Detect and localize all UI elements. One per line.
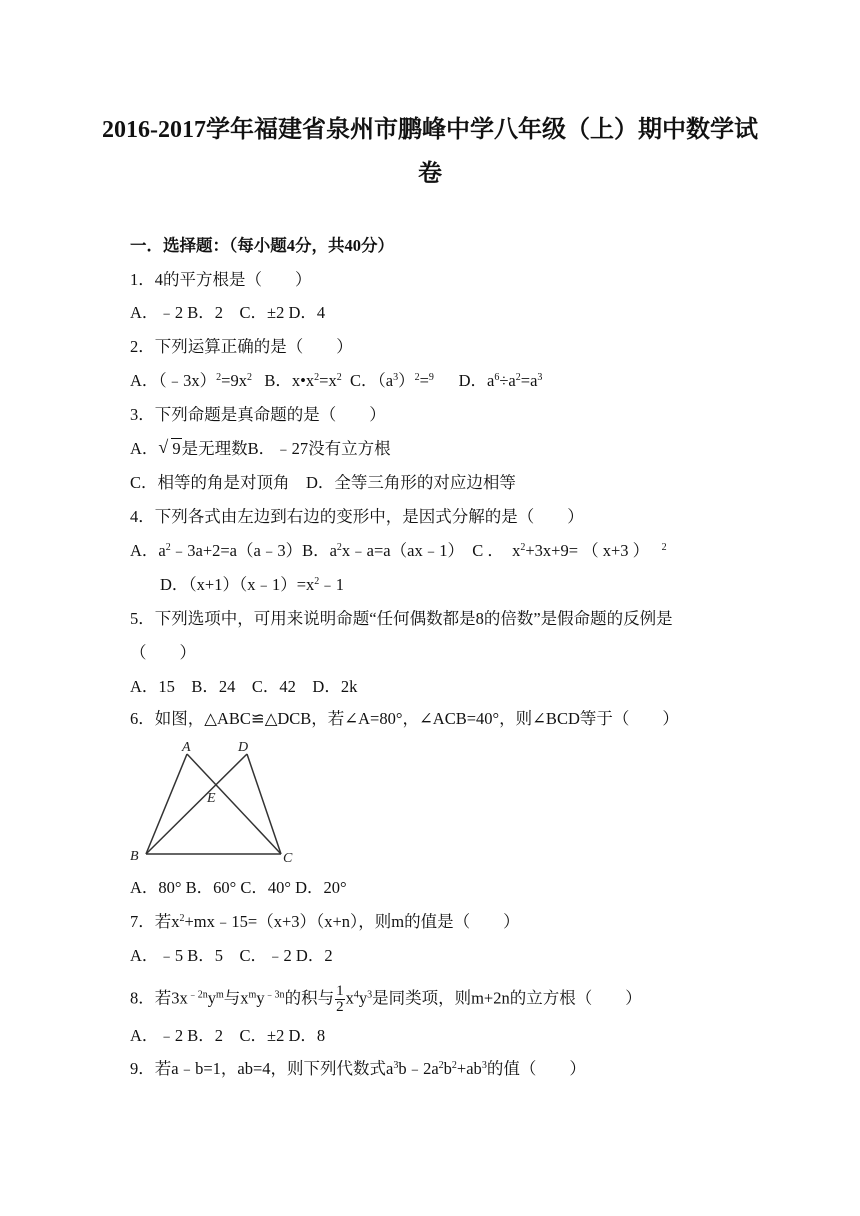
q2-stem: 2．下列运算正确的是（ ） bbox=[130, 337, 353, 356]
q2-option-b: B．$x•x^2=x^2$ bbox=[264, 371, 342, 390]
label-c: C bbox=[283, 851, 293, 866]
q3-stem: 3．下列命题是真命题的是（ ） bbox=[130, 405, 386, 424]
q2-options bbox=[130, 371, 542, 391]
q7-stem: 7．若$x^2+mx﹣15=(x+3)(x+n)$，则m的值是（ ） bbox=[130, 912, 520, 931]
q3-options-line2: C．相等的角是对顶角 D．全等三角形的对应边相等 bbox=[130, 473, 516, 492]
fraction-one-half: $\frac{1}{2}$ bbox=[336, 983, 344, 1015]
segment-dc bbox=[247, 754, 281, 854]
triangle-figure bbox=[126, 738, 306, 866]
page-title-line2: 卷 bbox=[418, 161, 442, 187]
sqrt-symbol: √ 9 bbox=[158, 439, 181, 459]
q4-options-line1: A．$a^2﹣3a+2=a(a﹣3)B$．$a^2x﹣a=a(ax﹣1)$ C ． $x^2+3x+9=$ （ x+3 ） $^2$ bbox=[130, 541, 667, 560]
page-title-line1: 2016-2017学年福建省泉州市鹏峰中学八年级（上）期中数学试 bbox=[102, 117, 758, 143]
segment-bd bbox=[146, 754, 247, 854]
q4-stem: 4．下列各式由左边到右边的变形中，是因式分解的是（ ） bbox=[130, 507, 584, 526]
q8-stem: 8．若$3x^{﹣2n}y^m$与$x^my^{﹣3n}$的积与 $\frac{1}{2}$ $x^4y^3$是同类项，则m+2n的立方根（ ） bbox=[130, 983, 642, 1015]
q7-options: A．﹣5 B．5 C．﹣2 D．2 bbox=[130, 946, 333, 965]
q1-stem: 1．4的平方根是（ ） bbox=[130, 270, 312, 289]
q6-options: A．80° B．60° C．40° D．20° bbox=[130, 878, 347, 897]
q8-options: A．﹣2 B．2 C．±2 D．8 bbox=[130, 1026, 326, 1045]
label-e: E bbox=[207, 791, 216, 806]
segment-ba bbox=[146, 754, 187, 854]
q4-options-line2: D．$(x+1)(x﹣1)=x^2﹣1$ bbox=[160, 575, 345, 594]
section-heading: 一．选择题：（每小题4分，共40分） bbox=[130, 236, 394, 255]
q5-options: A．15 B．24 C．42 D．2k bbox=[130, 677, 358, 696]
q6-stem: 6．如图，△ABC≌△DCB，若∠A=80°，∠ACB=40°，则∠BCD等于（ ） bbox=[130, 709, 679, 728]
q5-stem: 5．下列选项中，可用来说明命题“任何偶数都是8的倍数”是假命题的反例是 bbox=[130, 609, 673, 628]
label-a: A bbox=[182, 740, 191, 755]
q3-options-line1: A．√ 9是无理数B．﹣27没有立方根 bbox=[130, 439, 391, 459]
label-b: B bbox=[130, 849, 139, 864]
q9-stem: 9．若a﹣b=1，ab=4，则下列代数式$a^3b﹣2a^2b^2+ab^3$的值（ ） bbox=[130, 1059, 586, 1078]
q2-option-d: D．$a^6\div a^2=a^3$ bbox=[458, 371, 543, 390]
q2-option-c: C．$(a^3)^2=^9$ bbox=[349, 371, 434, 390]
q5-stem-cont: （ ） bbox=[130, 643, 196, 662]
q2-option-a: A．$(﹣3x)^2=9x^2$ bbox=[130, 371, 252, 390]
label-d: D bbox=[238, 740, 249, 755]
segment-ac bbox=[187, 754, 281, 854]
q1-options: A．﹣2 B．2 C．±2 D．4 bbox=[130, 303, 326, 322]
